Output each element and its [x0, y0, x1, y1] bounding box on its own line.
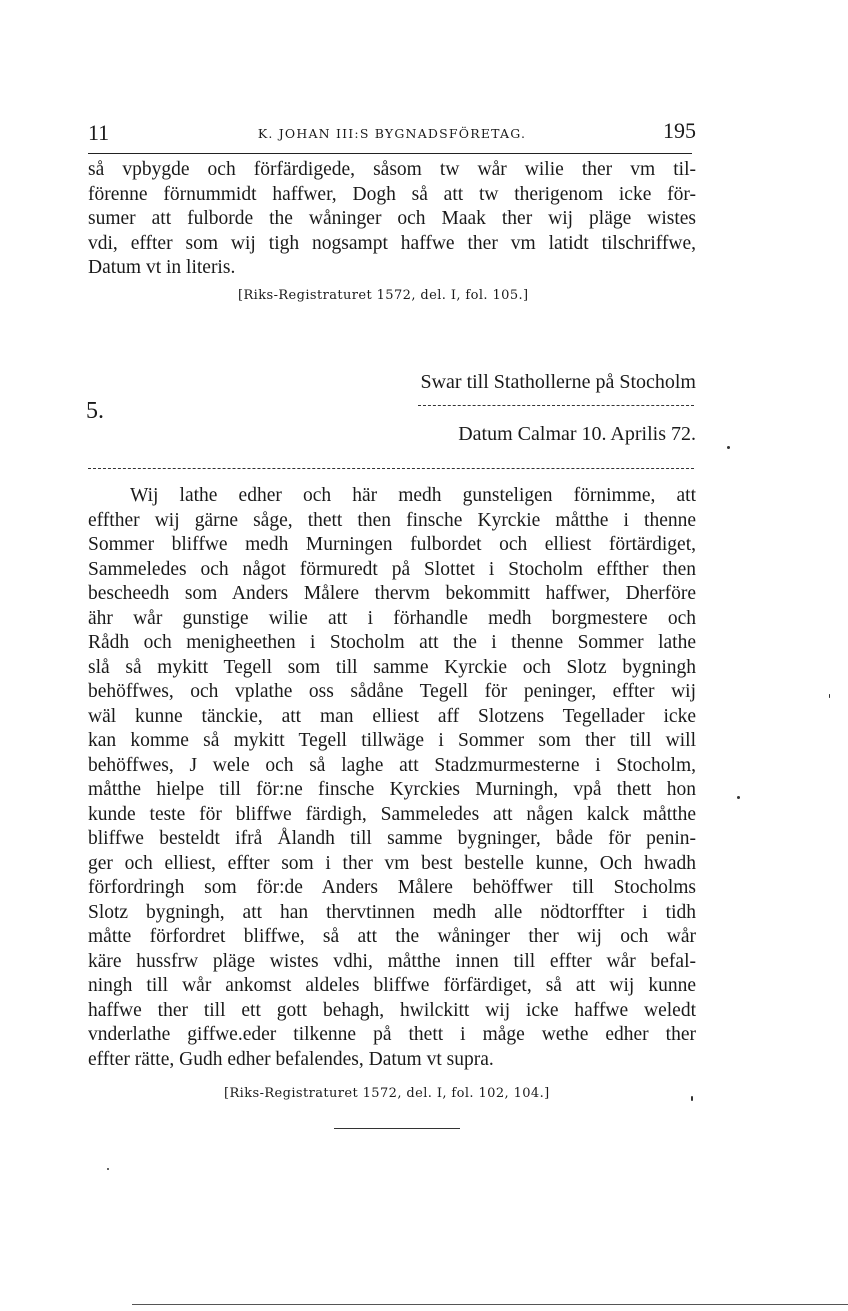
- text-line: bescheedh som Anders Målere thervm bekommitt haffwer, Dherföre: [88, 583, 696, 604]
- document-number: 5.: [86, 398, 104, 424]
- signature-mark: 11: [88, 120, 110, 145]
- text-line: bliffwe besteldt ifrå Ålandh till samme bygninger, både för penin-: [88, 828, 696, 849]
- source-reference: [Riks-Registraturet 1572, del. I, fol. 105.]: [238, 288, 529, 303]
- header-rule: [88, 153, 692, 154]
- section-dash-rule: [88, 462, 694, 476]
- end-rule: [334, 1128, 460, 1129]
- page-header: [88, 118, 696, 148]
- document-date: Datum Calmar 10. Aprilis 72.: [458, 423, 696, 445]
- text-line: effter rätte, Gudh edher befalendes, Datum vt supra.: [88, 1048, 494, 1070]
- page-number: 195: [663, 118, 696, 143]
- text-line: Sommer bliffwe medh Murningen fulbordet och elliest förtärdiget,: [88, 534, 696, 555]
- text-line: vdi, effter som wij tigh nogsampt haffwe ther vm latidt tilschriffwe,: [88, 232, 696, 254]
- text-line: slå så mykitt Tegell som till samme Kyrckie och Slotz bygningh: [88, 656, 696, 678]
- text-line: behöffwes, J wele och så laghe att Stadzmurmesterne i Stocholm,: [88, 754, 696, 776]
- text-line: Datum vt in literis.: [88, 257, 236, 278]
- scan-speck: [691, 1096, 693, 1101]
- text-line: ger och elliest, effter som i ther vm best bestelle kunne, Och hwadh: [88, 852, 696, 874]
- text-line: Wij lathe edher och här medh gunsteligen förnimme, att: [130, 485, 696, 506]
- text-line: wäl kunne tänckie, att man elliest aff Slotzens Tegellader icke: [88, 705, 696, 727]
- text-line: Slotz bygningh, att han thervtinnen medh alle nödtorffter i tidh: [88, 901, 696, 923]
- scan-speck: [829, 694, 830, 698]
- scan-edge-line: [132, 1304, 848, 1305]
- document-subject: Swar till Stathollerne på Stocholm: [420, 371, 696, 393]
- text-line: ähr wår gunstige wilie att i förhandle medh borgmestere och: [88, 607, 696, 629]
- scan-speck: [107, 1168, 109, 1170]
- text-line: förfordringh som för:de Anders Målere behöffwer till Stocholms: [88, 877, 696, 898]
- text-line: Sammeledes och något förmuredt på Slottet i Stocholm effther then: [88, 558, 696, 580]
- text-line: haffwe ther till ett gott behagh, hwilckitt wij icke haffwe weledt: [88, 999, 696, 1021]
- text-line: måtthe hielpe till för:ne finsche Kyrckies Murningh, vpå thett hon: [88, 779, 696, 800]
- text-line: förenne förnummidt haffwer, Dogh så att tw therigenom icke för-: [88, 183, 696, 205]
- text-line: kan komme så mykitt Tegell tillwäge i Sommer som ther till will: [88, 730, 696, 751]
- text-line: ningh till wår ankomst aldeles bliffwe förfärdiget, så att wij kunne: [88, 975, 696, 996]
- text-line: behöffwes, och vplathe oss sådåne Tegell för peninger, effter wij: [88, 681, 696, 702]
- text-line: vnderlathe giffwe.eder tilkenne på thett i måge wethe edher ther: [88, 1024, 696, 1045]
- text-line: kunde teste för bliffwe färdigh, Sammeledes att någen kalck måtthe: [88, 803, 696, 825]
- text-line: effther wij gärne såge, thett then finsche Kyrckie måtthe i thenne: [88, 509, 696, 531]
- text-line: käre hussfrw pläge wistes vdhi, måtthe innen till effter wår befal-: [88, 950, 696, 972]
- scan-speck: [727, 446, 730, 449]
- scan-speck: [737, 796, 740, 799]
- letter-body: [88, 484, 696, 1072]
- text-line: Rådh och menigheethen i Stocholm att the i thenne Sommer lathe: [88, 632, 696, 653]
- text-line: måtte förfordret bliffwe, så att the wåninger ther wij och wår: [88, 926, 696, 947]
- running-title: K. JOHAN III:S BYGNADSFÖRETAG.: [257, 126, 527, 141]
- dash-separator: [418, 399, 694, 413]
- source-reference: [Riks-Registraturet 1572, del. I, fol. 102, 104.]: [224, 1086, 550, 1101]
- text-line: sumer att fulborde the wåninger och Maak ther wij pläge wistes: [88, 208, 696, 229]
- text-line: så vpbygde och förfärdigede, såsom tw wår wilie ther vm til-: [88, 159, 696, 180]
- continuation-paragraph: [88, 158, 696, 281]
